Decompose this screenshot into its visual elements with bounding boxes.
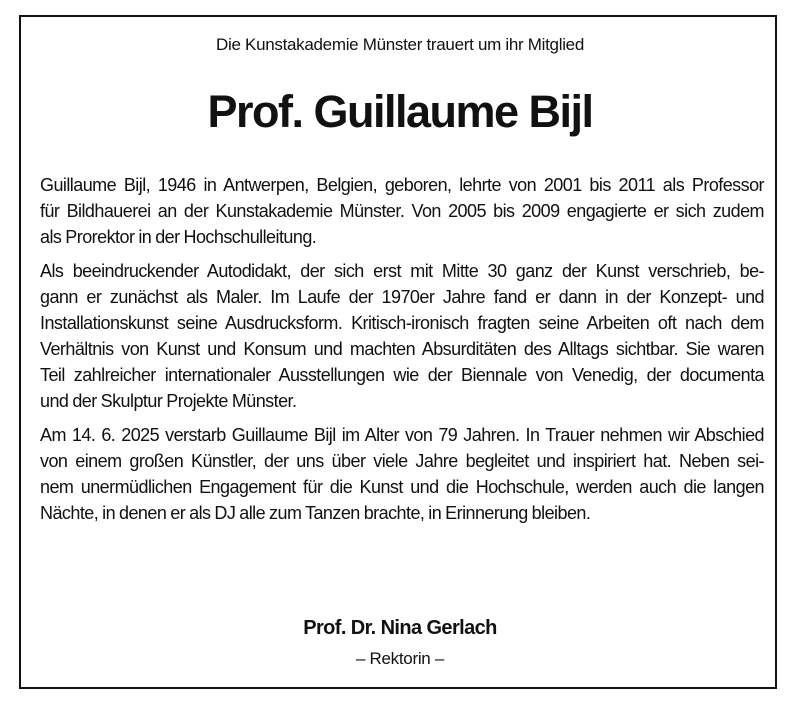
text-line: Verhältnis von Kunst und Konsum und machten Absurditäten des Alltags sichtbar. Sie waren xyxy=(40,339,764,359)
text-line: als Prorektor in der Hochschulleitung. xyxy=(40,227,317,247)
text-line: Teil zahlreicher internationaler Ausstellungen wie der Biennale von Venedig, der documenta xyxy=(40,365,764,385)
intro-line: Die Kunstakademie Münster trauert um ihr Mitglied xyxy=(216,35,584,54)
text-line: Als beeindruckender Autodidakt, der sich erst mit Mitte 30 ganz der Kunst verschrieb, be- xyxy=(40,261,764,281)
paragraph-artistic-work xyxy=(40,258,764,414)
signatory-role: – Rektorin – xyxy=(355,649,445,668)
text-line: Guillaume Bijl, 1946 in Antwerpen, Belgien, geboren, lehrte von 2001 bis 2011 als Professor xyxy=(40,175,764,195)
text-line: nem unermüdlichen Engagement für die Kunst und die Hochschule, werden auch die langen xyxy=(40,477,764,497)
text-line: von einem großen Künstler, der uns über viele Jahre begleitet und inspiriert hat. Neben sei- xyxy=(40,451,764,471)
text-line: Am 14. 6. 2025 verstarb Guillaume Bijl im Alter von 79 Jahren. In Trauer nehmen wir Abschied xyxy=(40,425,764,445)
text-line: Installationskunst seine Ausdrucksform. Kritisch-ironisch fragten seine Arbeiten oft nach dem xyxy=(40,313,764,333)
text-line: für Bildhauerei an der Kunstakademie Münster. Von 2005 bis 2009 engagierte er sich zudem xyxy=(40,201,764,221)
paragraph-farewell xyxy=(40,422,764,526)
text-line: und der Skulptur Projekte Münster. xyxy=(40,391,297,411)
paragraph-biography xyxy=(40,172,764,250)
obituary-body xyxy=(40,172,764,534)
signatory-name: Prof. Dr. Nina Gerlach xyxy=(303,617,497,639)
deceased-name: Prof. Guillaume Bijl xyxy=(207,86,593,137)
text-line: gann er zunächst als Maler. Im Laufe der 1970er Jahre fand er dann in der Konzept- und xyxy=(40,287,764,307)
text-line: Nächte, in denen er als DJ alle zum Tanzen brachte, in Erinnerung bleiben. xyxy=(40,503,591,523)
